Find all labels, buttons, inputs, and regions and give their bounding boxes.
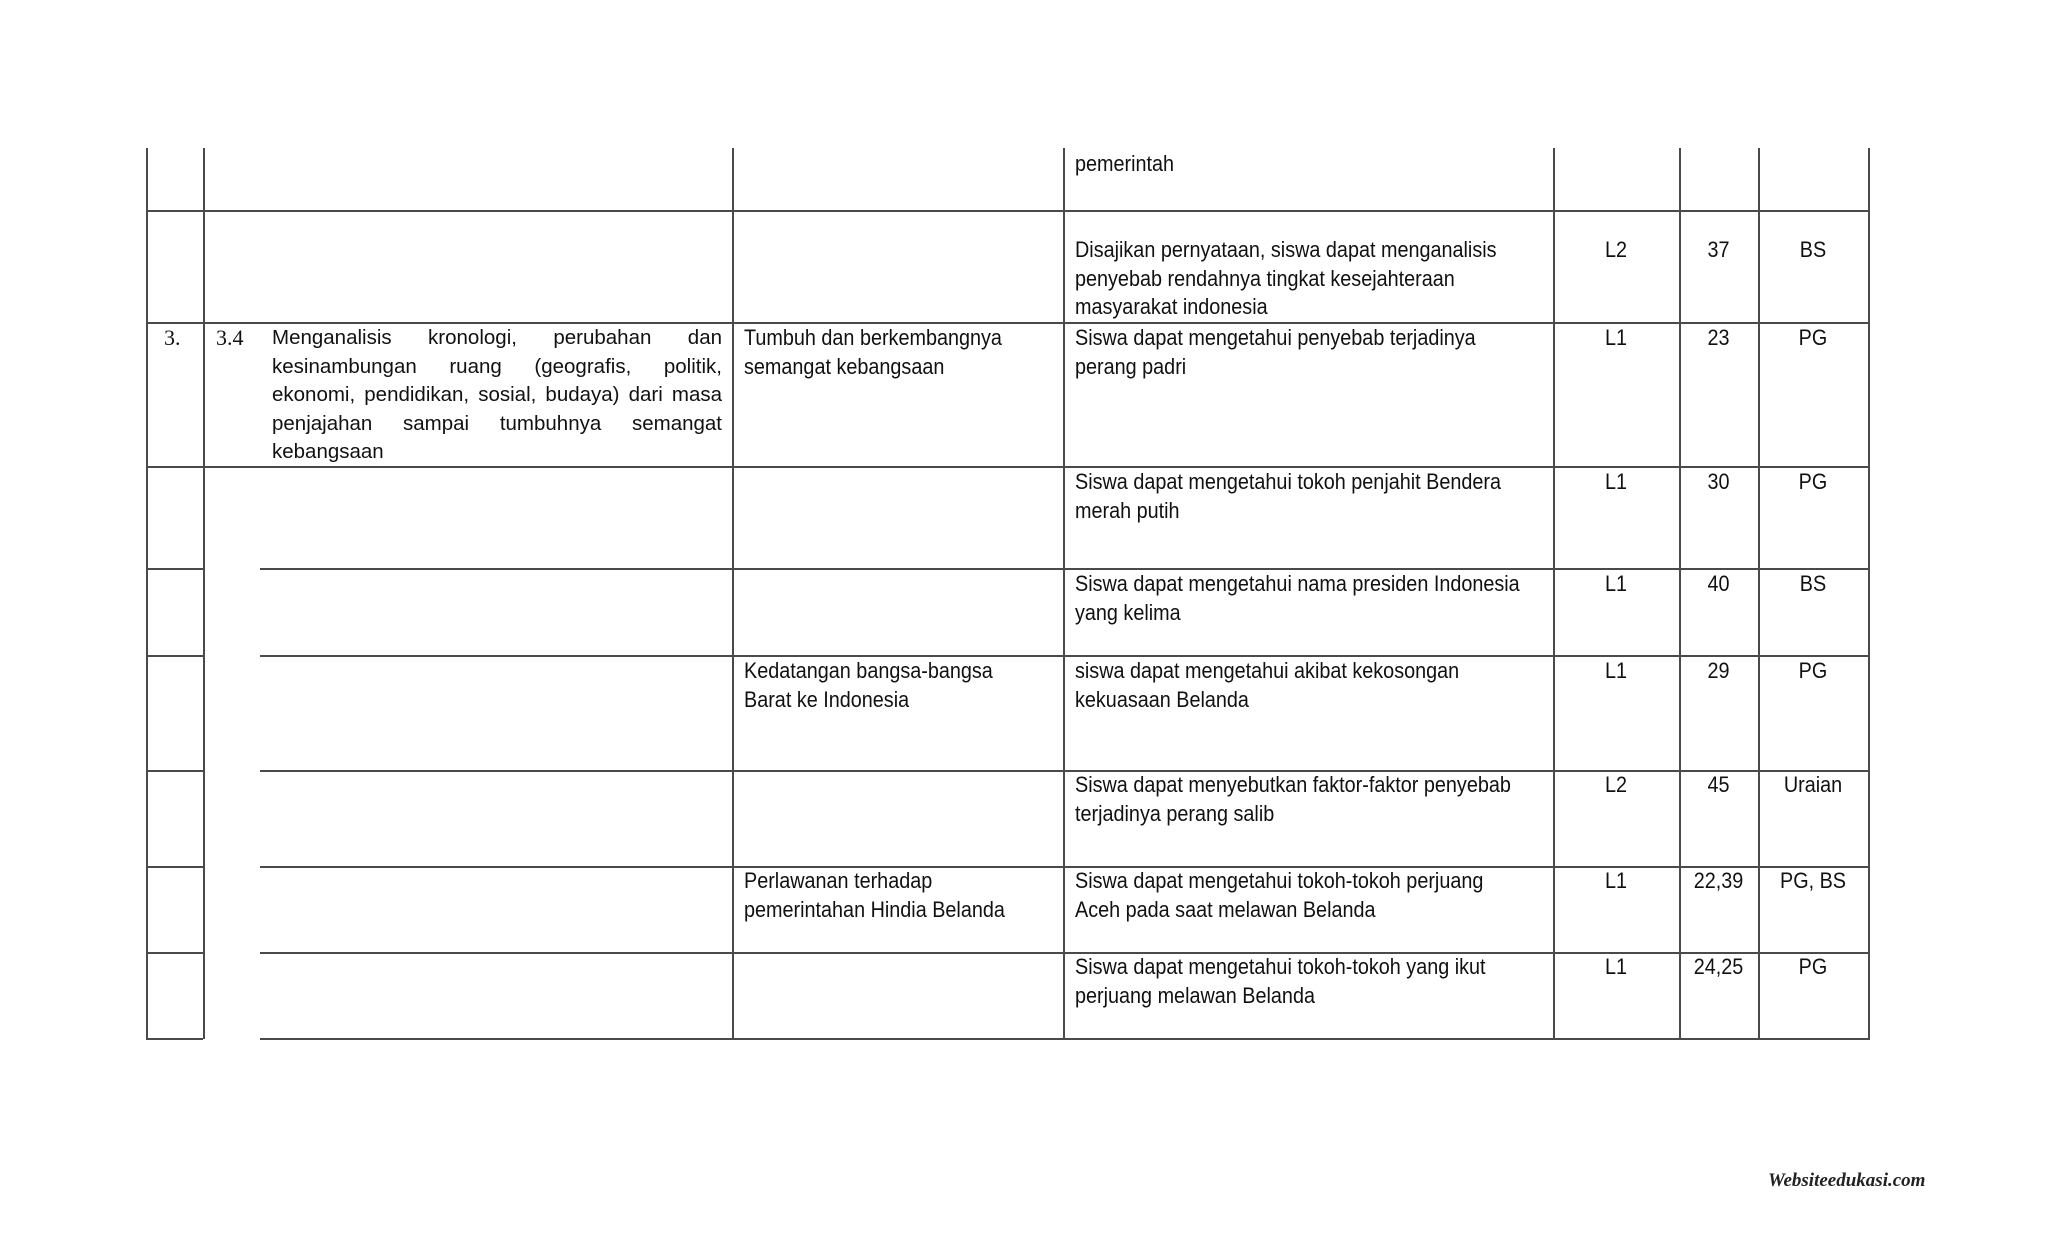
level-cell: L2 xyxy=(1604,237,1628,262)
row-divider xyxy=(146,952,203,954)
materi-cell: Perlawanan terhadap pemerintahan Hindia Belanda xyxy=(744,868,1005,922)
bentuk-soal-cell: PG xyxy=(1798,325,1828,350)
column-divider xyxy=(1553,148,1555,1039)
column-divider xyxy=(146,148,148,1039)
level-cell: L1 xyxy=(1604,325,1628,350)
indikator-cell: Siswa dapat mengetahui penyebab terjadinya perang padri xyxy=(1075,325,1476,379)
footer-watermark: Websiteedukasi.com xyxy=(1768,1170,1926,1191)
nomor-soal-cell: 24,25 xyxy=(1693,954,1744,979)
bentuk-soal-cell: PG xyxy=(1798,469,1828,494)
column-divider xyxy=(1063,148,1065,1039)
level-cell: L1 xyxy=(1604,954,1628,979)
bentuk-soal-cell: PG xyxy=(1798,954,1828,979)
column-divider xyxy=(1758,148,1760,1039)
indikator-cell: pemerintah xyxy=(1075,151,1175,176)
row-divider xyxy=(146,770,203,772)
nomor-soal-cell: 37 xyxy=(1707,237,1730,262)
indikator-cell: Siswa dapat mengetahui tokoh-tokoh perjuang Aceh pada saat melawan Belanda xyxy=(1075,868,1484,922)
bentuk-soal-cell: PG, BS xyxy=(1779,868,1847,893)
level-cell: L2 xyxy=(1604,772,1628,797)
bentuk-soal-cell: BS xyxy=(1799,571,1827,596)
column-divider xyxy=(1868,148,1870,1039)
nomor-soal-cell: 30 xyxy=(1707,469,1730,494)
nomor-soal-cell: 40 xyxy=(1707,571,1730,596)
nomor-soal-cell: 22,39 xyxy=(1693,868,1744,893)
indikator-cell: Siswa dapat menyebutkan faktor-faktor penyebab terjadinya perang salib xyxy=(1075,772,1511,826)
indikator-cell: Siswa dapat mengetahui tokoh penjahit Bendera merah putih xyxy=(1075,469,1502,523)
column-divider xyxy=(732,148,734,1039)
kompetensi-cell: Menganalisis kronologi, perubahan dan kesinambungan ruang (geografis, politik, ekonomi, pendidikan, sosial, budaya) dari masa penjajahan sampai tumbuhnya semangat kebangsaan xyxy=(272,326,722,463)
row-divider xyxy=(146,210,1870,212)
level-cell: L1 xyxy=(1604,571,1628,596)
level-cell: L1 xyxy=(1604,469,1628,494)
row-divider xyxy=(146,655,203,657)
bentuk-soal-cell: Uraian xyxy=(1783,772,1843,797)
row-divider xyxy=(146,568,203,570)
indikator-cell: siswa dapat mengetahui akibat kekosongan kekuasaan Belanda xyxy=(1075,658,1460,712)
kd-cell: 3.4 xyxy=(216,325,244,350)
bentuk-soal-cell: BS xyxy=(1799,237,1827,262)
bentuk-soal-cell: PG xyxy=(1798,658,1828,683)
indikator-cell: Siswa dapat mengetahui nama presiden Indonesia yang kelima xyxy=(1075,571,1520,625)
column-divider xyxy=(1679,148,1681,1039)
number-cell: 3. xyxy=(164,325,181,350)
level-cell: L1 xyxy=(1604,868,1628,893)
nomor-soal-cell: 29 xyxy=(1707,658,1730,683)
nomor-soal-cell: 45 xyxy=(1707,772,1730,797)
table-bottom-border xyxy=(146,1038,203,1040)
materi-cell: Tumbuh dan berkembangnya semangat kebangsaan xyxy=(744,325,1002,379)
level-cell: L1 xyxy=(1604,658,1628,683)
indikator-cell: Siswa dapat mengetahui tokoh-tokoh yang ikut perjuang melawan Belanda xyxy=(1075,954,1486,1008)
nomor-soal-cell: 23 xyxy=(1707,325,1730,350)
indikator-cell: Disajikan pernyataan, siswa dapat menganalisis penyebab rendahnya tingkat kesejahteraan masyarakat indonesia xyxy=(1075,237,1497,319)
table-bottom-border xyxy=(260,1038,1870,1040)
materi-cell: Kedatangan bangsa-bangsa Barat ke Indonesia xyxy=(744,658,993,712)
column-divider xyxy=(203,148,205,1039)
row-divider xyxy=(146,866,203,868)
